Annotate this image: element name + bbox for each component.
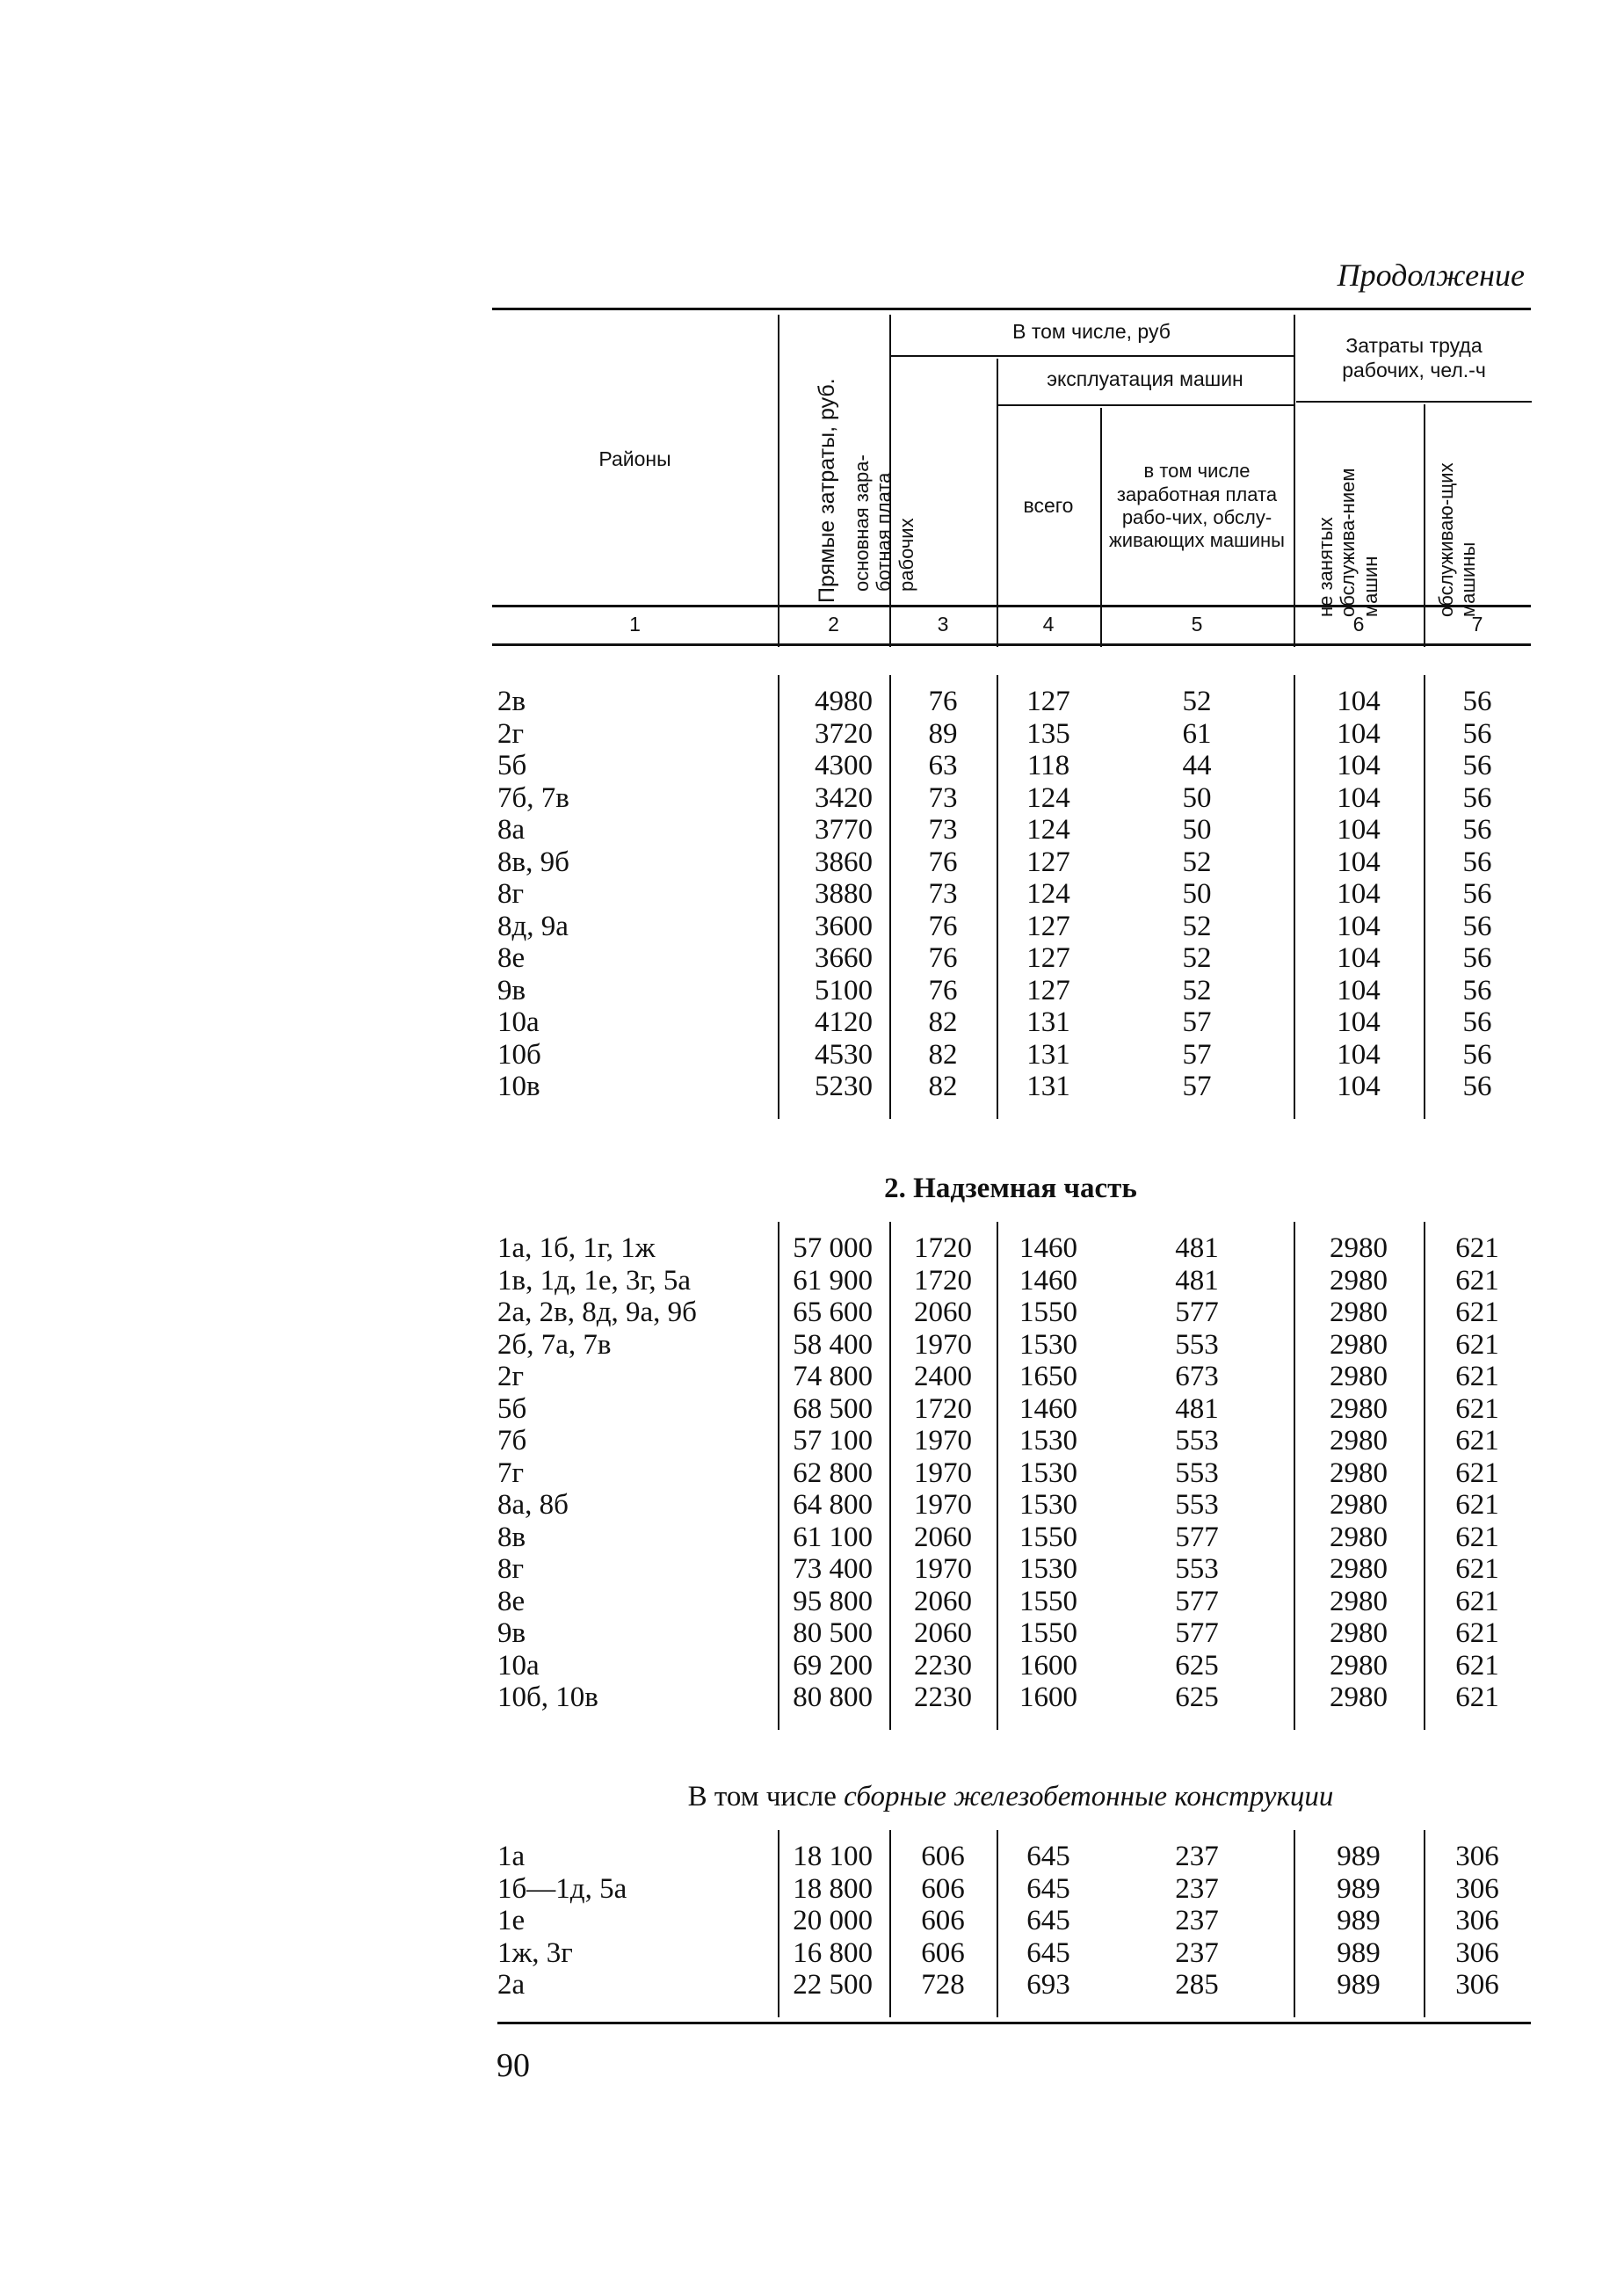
labor-not-servicing-cell: 104 xyxy=(1337,686,1381,717)
region-cell: 9в xyxy=(497,974,526,1006)
machine-total-cell: 124 xyxy=(1026,878,1070,910)
machine-total-cell: 1550 xyxy=(1019,1297,1077,1328)
table-row xyxy=(0,1873,1624,1905)
direct-costs-cell: 3600 xyxy=(815,910,873,942)
base-wage-cell: 73 xyxy=(928,878,958,910)
table-row xyxy=(0,1361,1624,1392)
base-wage-cell: 1970 xyxy=(914,1425,972,1456)
base-wage-cell: 82 xyxy=(928,1071,958,1102)
direct-costs-cell: 61 900 xyxy=(793,1264,873,1297)
machine-wage-cell: 553 xyxy=(1175,1553,1219,1585)
labor-servicing-cell: 56 xyxy=(1462,974,1492,1006)
base-wage-cell: 73 xyxy=(928,781,958,814)
base-wage-cell: 2060 xyxy=(914,1617,972,1649)
machine-total-cell: 127 xyxy=(1026,686,1070,717)
labor-servicing-cell: 306 xyxy=(1455,1905,1499,1936)
region-cell: 2в xyxy=(497,686,526,717)
machine-wage-cell: 577 xyxy=(1175,1297,1219,1328)
base-wage-cell: 606 xyxy=(921,1936,965,1969)
labor-servicing-cell: 621 xyxy=(1455,1392,1499,1425)
header-divider-1 xyxy=(778,315,779,647)
labor-not-servicing-cell: 104 xyxy=(1337,717,1381,750)
table-row xyxy=(0,1489,1624,1521)
labor-not-servicing-cell: 2980 xyxy=(1330,1617,1388,1649)
region-cell: 9в xyxy=(497,1617,526,1649)
machine-total-cell: 1460 xyxy=(1019,1392,1077,1425)
labor-servicing-cell: 306 xyxy=(1455,1872,1499,1905)
machine-total-cell: 127 xyxy=(1026,974,1070,1006)
labor-servicing-cell: 621 xyxy=(1455,1617,1499,1649)
machine-wage-cell: 237 xyxy=(1175,1905,1219,1936)
machine-total-cell: 1460 xyxy=(1019,1264,1077,1297)
table-row xyxy=(0,1425,1624,1456)
direct-costs-cell: 4120 xyxy=(815,1006,873,1038)
direct-costs-cell: 3720 xyxy=(815,717,873,750)
base-wage-cell: 1970 xyxy=(914,1489,972,1521)
page-number: 90 xyxy=(497,2047,530,2084)
region-cell: 10б xyxy=(497,1038,541,1071)
base-wage-cell: 1720 xyxy=(914,1232,972,1264)
base-wage-cell: 73 xyxy=(928,814,958,846)
labor-servicing-cell: 56 xyxy=(1462,878,1492,910)
labor-servicing-cell: 621 xyxy=(1455,1297,1499,1328)
region-cell: 10б, 10в xyxy=(497,1682,598,1713)
region-cell: 8е xyxy=(497,1585,526,1617)
direct-costs-cell: 69 200 xyxy=(793,1649,873,1682)
machine-wage-cell: 52 xyxy=(1182,686,1212,717)
direct-costs-cell: 58 400 xyxy=(793,1328,873,1361)
labor-not-servicing-cell: 2980 xyxy=(1330,1682,1388,1713)
machine-wage-cell: 553 xyxy=(1175,1489,1219,1521)
machine-wage-cell: 52 xyxy=(1182,846,1212,878)
direct-costs-cell: 3660 xyxy=(815,942,873,974)
labor-rule xyxy=(1296,401,1532,403)
machine-wage-cell: 481 xyxy=(1175,1232,1219,1264)
labor-servicing-cell: 621 xyxy=(1455,1425,1499,1456)
table-row xyxy=(0,1329,1624,1361)
table-row xyxy=(0,1617,1624,1649)
machine-total-cell: 1600 xyxy=(1019,1649,1077,1682)
table-row xyxy=(0,1905,1624,1936)
header-including-wage: в том числе заработная плата рабо-чих, обслу-живающих машины xyxy=(1109,460,1285,552)
machine-total-cell: 118 xyxy=(1026,750,1070,781)
labor-not-servicing-cell: 989 xyxy=(1337,1841,1381,1872)
base-wage-cell: 89 xyxy=(928,717,958,750)
region-cell: 2а, 2в, 8д, 9а, 9б xyxy=(497,1297,697,1328)
labor-not-servicing-cell: 104 xyxy=(1337,974,1381,1006)
base-wage-cell: 2230 xyxy=(914,1649,972,1682)
labor-not-servicing-cell: 2980 xyxy=(1330,1489,1388,1521)
direct-costs-cell: 65 600 xyxy=(793,1297,873,1328)
base-wage-cell: 606 xyxy=(921,1905,965,1936)
machine-wage-cell: 553 xyxy=(1175,1456,1219,1489)
machine-total-cell: 1530 xyxy=(1019,1489,1077,1521)
labor-not-servicing-cell: 2980 xyxy=(1330,1361,1388,1392)
header-not-servicing: не занятых обслужива-нием машин xyxy=(1315,468,1381,617)
header-direct-costs: Прямые затраты, руб. xyxy=(815,378,839,603)
labor-not-servicing-cell: 104 xyxy=(1337,1071,1381,1102)
base-wage-cell: 1970 xyxy=(914,1456,972,1489)
labor-not-servicing-cell: 104 xyxy=(1337,781,1381,814)
labor-servicing-cell: 56 xyxy=(1462,942,1492,974)
machine-total-cell: 1460 xyxy=(1019,1232,1077,1264)
base-wage-cell: 76 xyxy=(928,910,958,942)
base-wage-cell: 76 xyxy=(928,846,958,878)
section3-title xyxy=(492,1781,1529,1813)
labor-servicing-cell: 56 xyxy=(1462,717,1492,750)
labor-not-servicing-cell: 989 xyxy=(1337,1872,1381,1905)
direct-costs-cell: 57 100 xyxy=(793,1425,873,1456)
machine-wage-cell: 625 xyxy=(1175,1649,1219,1682)
table-row xyxy=(0,1522,1624,1553)
table-row xyxy=(0,1071,1624,1102)
region-cell: 1е xyxy=(497,1905,526,1936)
labor-servicing-cell: 306 xyxy=(1455,1841,1499,1872)
region-cell: 8а xyxy=(497,814,526,846)
machine-total-cell: 131 xyxy=(1026,1006,1070,1038)
labor-not-servicing-cell: 104 xyxy=(1337,910,1381,942)
direct-costs-cell: 57 000 xyxy=(793,1232,873,1264)
machine-wage-cell: 52 xyxy=(1182,942,1212,974)
base-wage-cell: 728 xyxy=(921,1969,965,2001)
labor-not-servicing-cell: 104 xyxy=(1337,1006,1381,1038)
region-cell: 8д, 9а xyxy=(497,910,569,942)
table-row xyxy=(0,1586,1624,1617)
machine-wage-cell: 237 xyxy=(1175,1841,1219,1872)
direct-costs-cell: 74 800 xyxy=(793,1361,873,1392)
machine-wage-cell: 44 xyxy=(1182,750,1212,781)
region-cell: 1ж, 3г xyxy=(497,1936,573,1969)
table-row xyxy=(0,686,1624,717)
col-number-5: 5 xyxy=(1191,612,1203,636)
direct-costs-cell: 18 800 xyxy=(793,1872,873,1905)
machine-total-cell: 645 xyxy=(1026,1872,1070,1905)
machine-total-cell: 1550 xyxy=(1019,1521,1077,1553)
machine-total-cell: 693 xyxy=(1026,1969,1070,2001)
table-row xyxy=(0,1841,1624,1872)
base-wage-cell: 2060 xyxy=(914,1297,972,1328)
table-row xyxy=(0,1393,1624,1425)
direct-costs-cell: 95 800 xyxy=(793,1585,873,1617)
header-machine-operation: эксплуатация машин xyxy=(1047,367,1243,391)
machine-total-cell: 124 xyxy=(1026,814,1070,846)
labor-not-servicing-cell: 2980 xyxy=(1330,1328,1388,1361)
base-wage-cell: 63 xyxy=(928,750,958,781)
table-row xyxy=(0,1457,1624,1489)
direct-costs-cell: 62 800 xyxy=(793,1456,873,1489)
direct-costs-cell: 61 100 xyxy=(793,1521,873,1553)
labor-servicing-cell: 306 xyxy=(1455,1969,1499,2001)
table-row xyxy=(0,750,1624,781)
colnum-bottom-rule xyxy=(492,643,1531,646)
direct-costs-cell: 5100 xyxy=(815,974,873,1006)
col-number-6: 6 xyxy=(1352,612,1365,636)
section3-title-italic: сборные железобетонные конструкции xyxy=(844,1781,1334,1812)
direct-costs-cell: 64 800 xyxy=(793,1489,873,1521)
machine-total-cell: 1530 xyxy=(1019,1425,1077,1456)
table-row xyxy=(0,975,1624,1006)
base-wage-cell: 82 xyxy=(928,1038,958,1071)
machine-wage-cell: 57 xyxy=(1182,1006,1212,1038)
direct-costs-cell: 3420 xyxy=(815,781,873,814)
base-wage-cell: 2230 xyxy=(914,1682,972,1713)
base-wage-cell: 606 xyxy=(921,1872,965,1905)
machine-wage-cell: 625 xyxy=(1175,1682,1219,1713)
labor-servicing-cell: 56 xyxy=(1462,910,1492,942)
labor-not-servicing-cell: 2980 xyxy=(1330,1425,1388,1456)
direct-costs-cell: 3880 xyxy=(815,878,873,910)
base-wage-cell: 76 xyxy=(928,974,958,1006)
col-number-7: 7 xyxy=(1471,612,1483,636)
labor-not-servicing-cell: 104 xyxy=(1337,942,1381,974)
direct-costs-cell: 4300 xyxy=(815,750,873,781)
labor-servicing-cell: 621 xyxy=(1455,1328,1499,1361)
labor-not-servicing-cell: 2980 xyxy=(1330,1297,1388,1328)
table-row xyxy=(0,1682,1624,1713)
labor-not-servicing-cell: 2980 xyxy=(1330,1553,1388,1585)
machine-total-cell: 1550 xyxy=(1019,1617,1077,1649)
table-row xyxy=(0,1937,1624,1969)
direct-costs-cell: 3770 xyxy=(815,814,873,846)
labor-servicing-cell: 56 xyxy=(1462,1006,1492,1038)
table-row xyxy=(0,1232,1624,1264)
labor-servicing-cell: 56 xyxy=(1462,686,1492,717)
labor-servicing-cell: 621 xyxy=(1455,1264,1499,1297)
labor-not-servicing-cell: 2980 xyxy=(1330,1521,1388,1553)
region-cell: 2б, 7а, 7в xyxy=(497,1328,612,1361)
machine-wage-cell: 577 xyxy=(1175,1617,1219,1649)
direct-costs-cell: 20 000 xyxy=(793,1905,873,1936)
direct-costs-cell: 22 500 xyxy=(793,1969,873,2001)
machine-op-rule xyxy=(997,404,1294,406)
direct-costs-cell: 16 800 xyxy=(793,1936,873,1969)
table-top-rule xyxy=(492,308,1531,310)
labor-not-servicing-cell: 2980 xyxy=(1330,1264,1388,1297)
machine-total-cell: 131 xyxy=(1026,1071,1070,1102)
base-wage-cell: 1720 xyxy=(914,1264,972,1297)
labor-not-servicing-cell: 2980 xyxy=(1330,1232,1388,1264)
region-cell: 2г xyxy=(497,1361,525,1392)
machine-wage-cell: 52 xyxy=(1182,974,1212,1006)
labor-servicing-cell: 621 xyxy=(1455,1489,1499,1521)
machine-total-cell: 645 xyxy=(1026,1841,1070,1872)
region-cell: 1б—1д, 5а xyxy=(497,1872,627,1905)
labor-servicing-cell: 56 xyxy=(1462,846,1492,878)
base-wage-cell: 76 xyxy=(928,942,958,974)
col-number-1: 1 xyxy=(629,612,641,636)
table-row xyxy=(0,1553,1624,1585)
header-labor-costs: Затраты труда рабочих, чел.-ч xyxy=(1342,334,1486,381)
labor-servicing-cell: 621 xyxy=(1455,1585,1499,1617)
labor-servicing-cell: 56 xyxy=(1462,1071,1492,1102)
table-row xyxy=(0,1039,1624,1071)
region-cell: 10а xyxy=(497,1006,540,1038)
table-row xyxy=(0,814,1624,846)
direct-costs-cell: 3860 xyxy=(815,846,873,878)
machine-wage-cell: 52 xyxy=(1182,910,1212,942)
region-cell: 5б xyxy=(497,1392,527,1425)
col-number-2: 2 xyxy=(828,612,839,636)
labor-not-servicing-cell: 104 xyxy=(1337,750,1381,781)
region-cell: 5б xyxy=(497,750,527,781)
direct-costs-cell: 68 500 xyxy=(793,1392,873,1425)
labor-servicing-cell: 621 xyxy=(1455,1649,1499,1682)
header-regions: Районы xyxy=(598,447,671,471)
labor-not-servicing-cell: 104 xyxy=(1337,1038,1381,1071)
region-cell: 10в xyxy=(497,1071,540,1102)
base-wage-cell: 2400 xyxy=(914,1361,972,1392)
machine-total-cell: 135 xyxy=(1026,717,1070,750)
labor-servicing-cell: 621 xyxy=(1455,1682,1499,1713)
table-row xyxy=(0,911,1624,942)
base-wage-cell: 606 xyxy=(921,1841,965,1872)
machine-wage-cell: 57 xyxy=(1182,1071,1212,1102)
direct-costs-cell: 18 100 xyxy=(793,1841,873,1872)
labor-servicing-cell: 56 xyxy=(1462,814,1492,846)
labor-not-servicing-cell: 2980 xyxy=(1330,1649,1388,1682)
labor-not-servicing-cell: 2980 xyxy=(1330,1585,1388,1617)
machine-total-cell: 127 xyxy=(1026,910,1070,942)
table-row xyxy=(0,1297,1624,1328)
table-row xyxy=(0,942,1624,974)
labor-not-servicing-cell: 2980 xyxy=(1330,1456,1388,1489)
machine-total-cell: 1650 xyxy=(1019,1361,1077,1392)
direct-costs-cell: 73 400 xyxy=(793,1553,873,1585)
base-wage-cell: 2060 xyxy=(914,1521,972,1553)
labor-not-servicing-cell: 989 xyxy=(1337,1936,1381,1969)
labor-servicing-cell: 621 xyxy=(1455,1456,1499,1489)
region-cell: 10а xyxy=(497,1649,540,1682)
base-wage-cell: 1720 xyxy=(914,1392,972,1425)
machine-wage-cell: 577 xyxy=(1175,1585,1219,1617)
machine-total-cell: 1530 xyxy=(1019,1456,1077,1489)
region-cell: 1в, 1д, 1е, 3г, 5а xyxy=(497,1264,691,1297)
machine-total-cell: 127 xyxy=(1026,942,1070,974)
base-wage-cell: 1970 xyxy=(914,1328,972,1361)
labor-servicing-cell: 621 xyxy=(1455,1521,1499,1553)
header-including-rub: В том числе, руб xyxy=(1012,320,1171,344)
labor-servicing-cell: 306 xyxy=(1455,1936,1499,1969)
direct-costs-cell: 80 500 xyxy=(793,1617,873,1649)
labor-not-servicing-cell: 104 xyxy=(1337,814,1381,846)
machine-total-cell: 645 xyxy=(1026,1936,1070,1969)
machine-wage-cell: 553 xyxy=(1175,1425,1219,1456)
machine-wage-cell: 481 xyxy=(1175,1264,1219,1297)
table-row xyxy=(0,718,1624,750)
machine-total-cell: 1530 xyxy=(1019,1553,1077,1585)
labor-not-servicing-cell: 104 xyxy=(1337,846,1381,878)
machine-total-cell: 645 xyxy=(1026,1905,1070,1936)
labor-not-servicing-cell: 2980 xyxy=(1330,1392,1388,1425)
region-cell: 8в, 9б xyxy=(497,846,569,878)
region-cell: 7г xyxy=(497,1456,525,1489)
machine-wage-cell: 285 xyxy=(1175,1969,1219,2001)
direct-costs-cell: 5230 xyxy=(815,1071,873,1102)
region-cell: 8г xyxy=(497,878,525,910)
table-bottom-rule xyxy=(497,2022,1531,2024)
table-row xyxy=(0,1969,1624,2001)
region-cell: 8е xyxy=(497,942,526,974)
header-servicing: обслуживаю-щих машины xyxy=(1435,462,1480,617)
region-cell: 7б, 7в xyxy=(497,781,569,814)
col-number-3: 3 xyxy=(937,612,949,636)
machine-total-cell: 131 xyxy=(1026,1038,1070,1071)
region-cell: 8г xyxy=(497,1553,525,1585)
region-cell: 1а, 1б, 1г, 1ж xyxy=(497,1232,656,1264)
base-wage-cell: 76 xyxy=(928,686,958,717)
machine-wage-cell: 50 xyxy=(1182,781,1212,814)
machine-total-cell: 127 xyxy=(1026,846,1070,878)
machine-wage-cell: 673 xyxy=(1175,1361,1219,1392)
region-cell: 2а xyxy=(497,1969,526,2001)
base-wage-cell: 82 xyxy=(928,1006,958,1038)
table-row xyxy=(0,1650,1624,1682)
continuation-label: Продолжение xyxy=(1337,258,1525,293)
table-row xyxy=(0,878,1624,910)
machine-wage-cell: 50 xyxy=(1182,878,1212,910)
region-cell: 8в xyxy=(497,1521,526,1553)
machine-total-cell: 1550 xyxy=(1019,1585,1077,1617)
header-base-wage: основная зара-ботная плата рабочих xyxy=(851,454,917,592)
labor-servicing-cell: 56 xyxy=(1462,781,1492,814)
table-row xyxy=(0,846,1624,878)
labor-not-servicing-cell: 989 xyxy=(1337,1969,1381,2001)
machine-total-cell: 1530 xyxy=(1019,1328,1077,1361)
region-cell: 8а, 8б xyxy=(497,1489,569,1521)
labor-servicing-cell: 56 xyxy=(1462,1038,1492,1071)
labor-servicing-cell: 621 xyxy=(1455,1232,1499,1264)
machine-total-cell: 1600 xyxy=(1019,1682,1077,1713)
region-cell: 7б xyxy=(497,1425,527,1456)
machine-wage-cell: 61 xyxy=(1182,717,1212,750)
table-row xyxy=(0,1006,1624,1038)
header-divider-5 xyxy=(1294,315,1295,647)
labor-servicing-cell: 621 xyxy=(1455,1361,1499,1392)
direct-costs-cell: 4980 xyxy=(815,686,873,717)
region-cell: 2г xyxy=(497,717,525,750)
region-cell: 1а xyxy=(497,1841,526,1872)
header-total: всего xyxy=(1023,494,1074,518)
labor-not-servicing-cell: 104 xyxy=(1337,878,1381,910)
labor-servicing-cell: 621 xyxy=(1455,1553,1499,1585)
table-row xyxy=(0,782,1624,814)
direct-costs-cell: 80 800 xyxy=(793,1682,873,1713)
labor-servicing-cell: 56 xyxy=(1462,750,1492,781)
machine-wage-cell: 57 xyxy=(1182,1038,1212,1071)
section3-title-plain: В том числе xyxy=(687,1781,837,1812)
machine-wage-cell: 481 xyxy=(1175,1392,1219,1425)
machine-wage-cell: 237 xyxy=(1175,1936,1219,1969)
machine-wage-cell: 577 xyxy=(1175,1521,1219,1553)
section2-title: 2. Надземная часть xyxy=(884,1173,1137,1204)
base-wage-cell: 2060 xyxy=(914,1585,972,1617)
machine-wage-cell: 553 xyxy=(1175,1328,1219,1361)
direct-costs-cell: 4530 xyxy=(815,1038,873,1071)
machine-total-cell: 124 xyxy=(1026,781,1070,814)
table-row xyxy=(0,1265,1624,1297)
machine-wage-cell: 237 xyxy=(1175,1872,1219,1905)
base-wage-cell: 1970 xyxy=(914,1553,972,1585)
col-number-4: 4 xyxy=(1042,612,1055,636)
machine-wage-cell: 50 xyxy=(1182,814,1212,846)
labor-not-servicing-cell: 989 xyxy=(1337,1905,1381,1936)
